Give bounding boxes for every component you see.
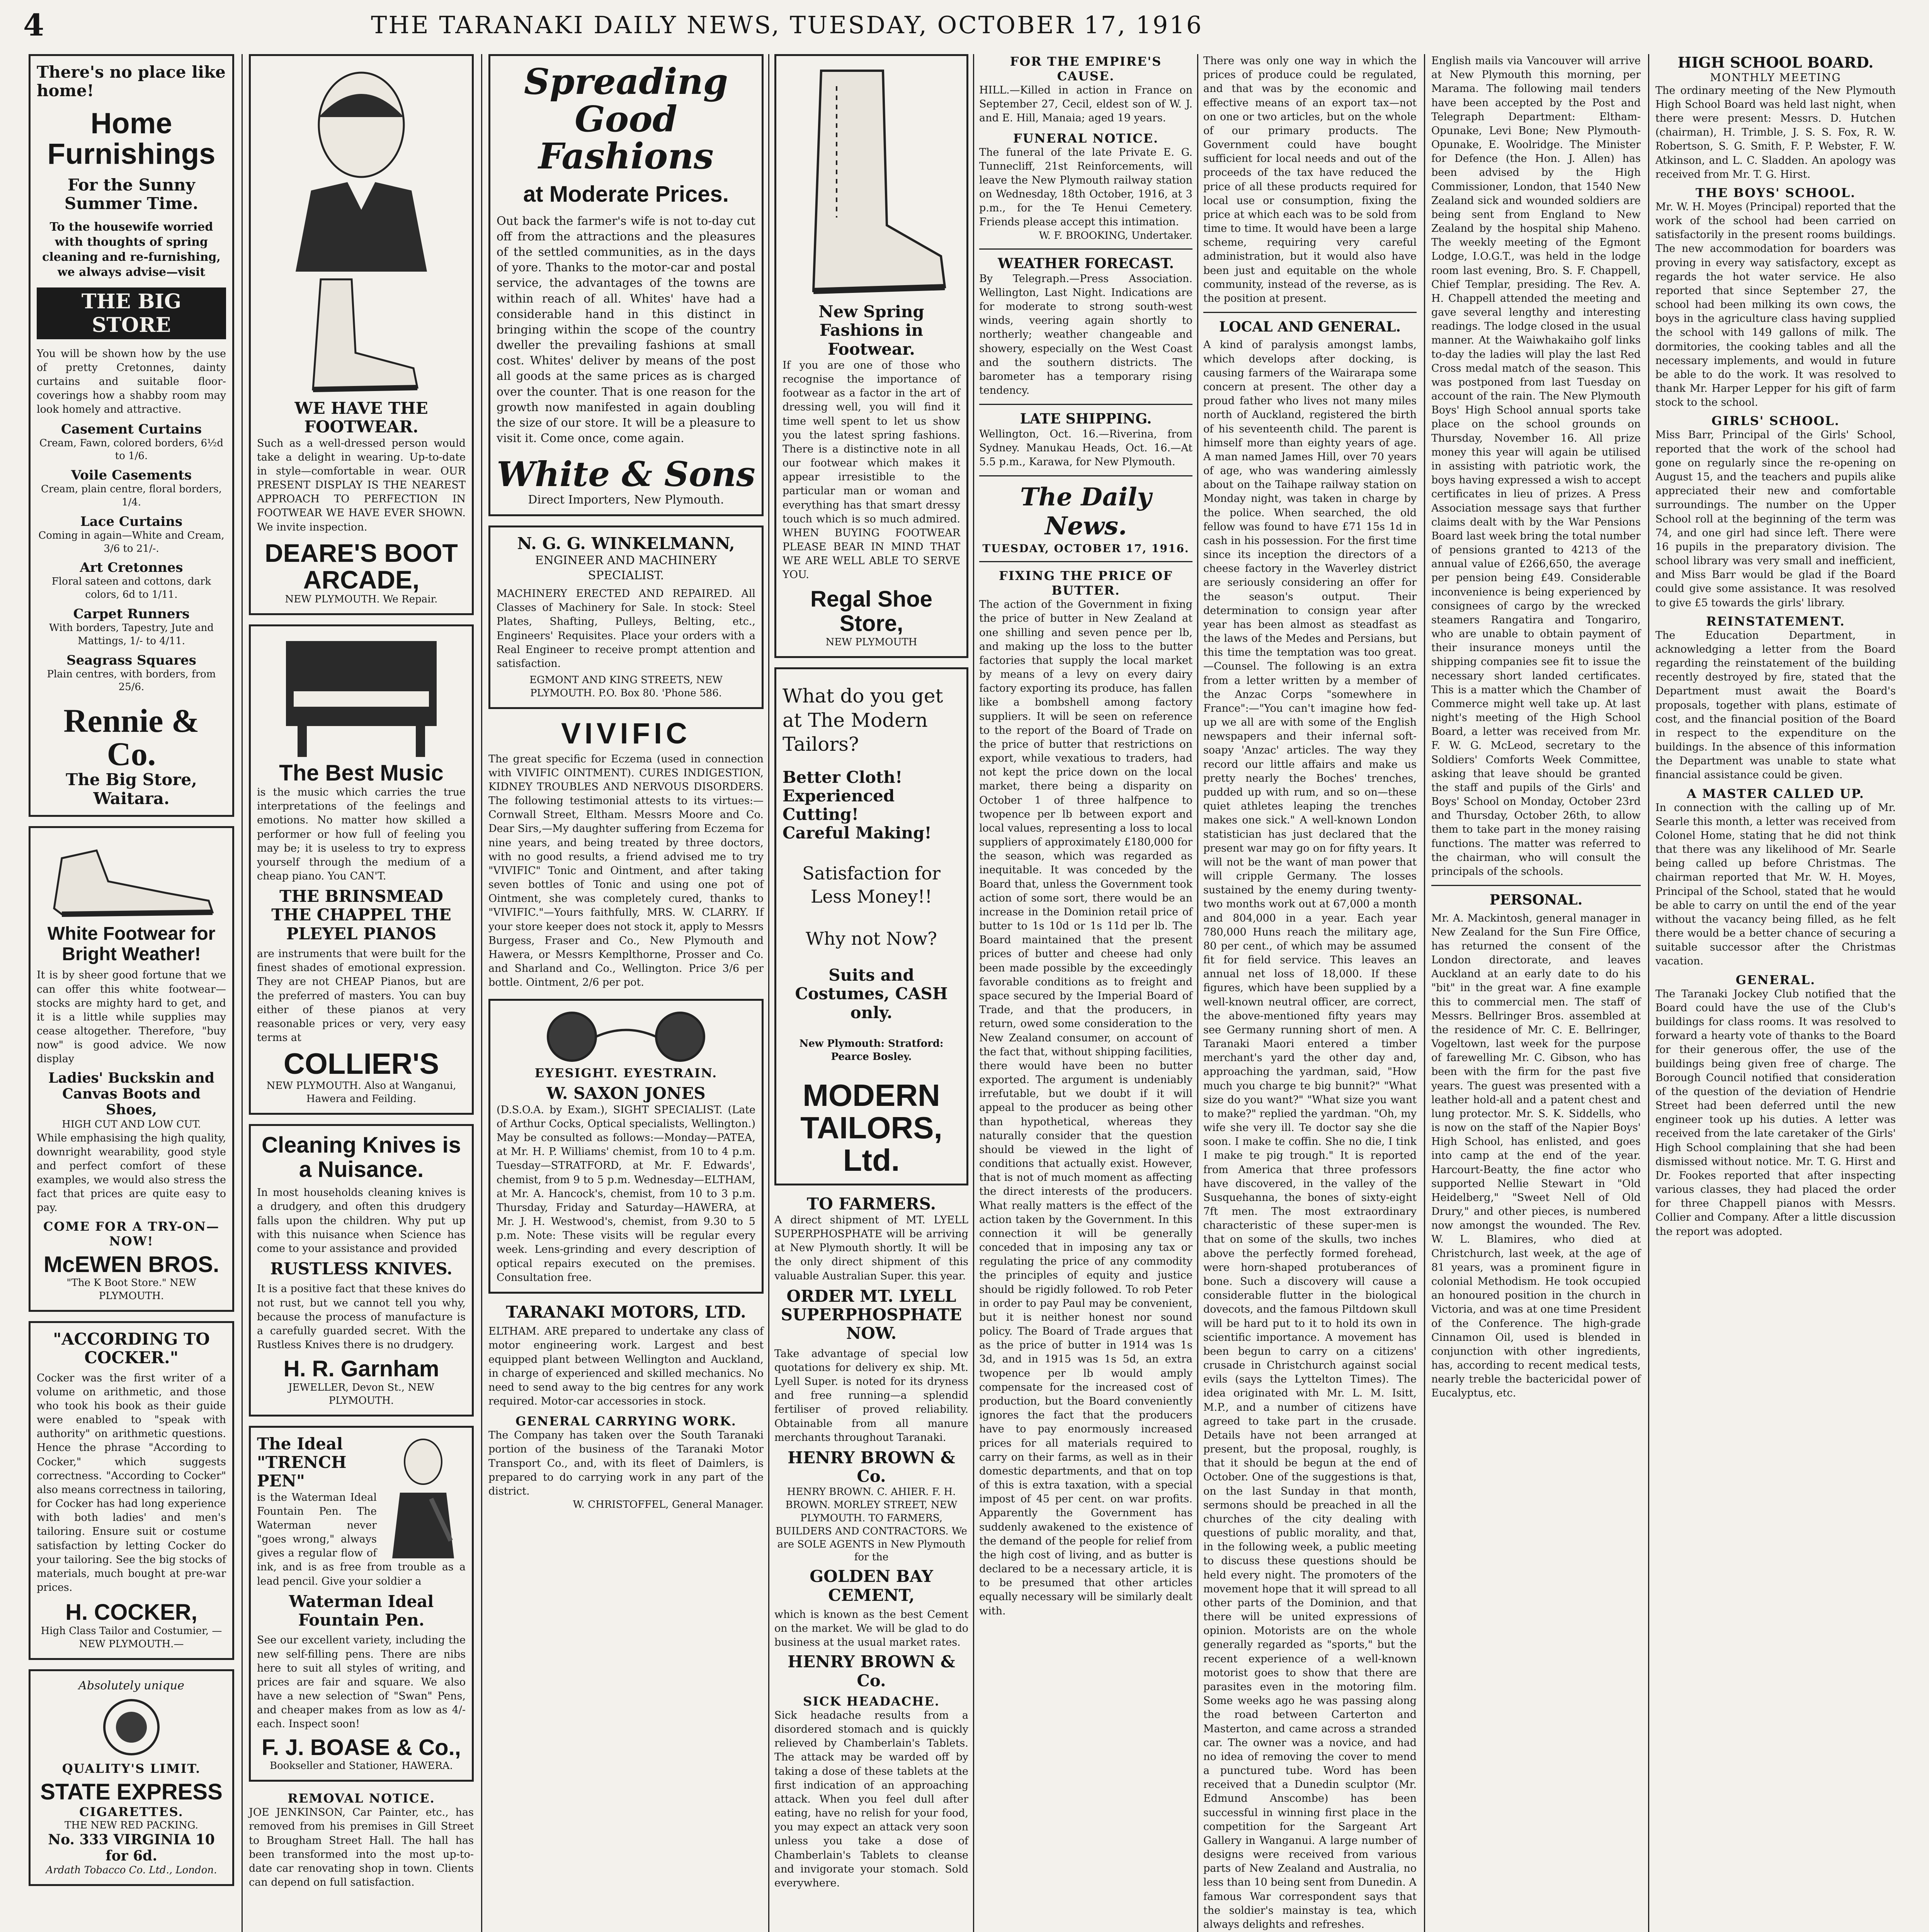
- ad-title: New Spring Fashions in Footwear.: [818, 302, 924, 359]
- ad-item-heading: SICK HEADACHE.: [803, 1694, 940, 1709]
- henry-brown-ad: [774, 1195, 968, 1891]
- ad-signature: W. CHRISTOFFEL, General Manager.: [573, 1499, 764, 1511]
- ad-item-heading: RUSTLESS KNIVES.: [270, 1259, 452, 1279]
- deare-ad: [249, 54, 474, 615]
- ad-subtitle: ENGINEER AND MACHINERY SPECIALIST.: [535, 554, 717, 583]
- ad-item-heading: Carpet Runners: [73, 606, 190, 622]
- ad-title: The Best Music: [279, 760, 444, 786]
- ad-item-heading: Art Cretonnes: [80, 560, 183, 576]
- ad-item-text: Floral sateen and cottons, dark colors, 6d to 1/11.: [51, 576, 211, 601]
- column-rule: [1648, 54, 1649, 1932]
- column-2: [243, 54, 479, 1932]
- section-heading: LOCAL AND GENERAL.: [1219, 319, 1401, 335]
- taranaki-motors-ad: [488, 1303, 764, 1512]
- ad-item-heading: Voile Casements: [71, 468, 192, 483]
- garnham-subtitle: JEWELLER, Devon St., NEW PLYMOUTH.: [288, 1382, 434, 1406]
- column-1: [23, 54, 240, 1932]
- cocker-subtitle: High Class Tailor and Costumier, —NEW PLYMOUTH.—: [41, 1625, 222, 1650]
- ad-title: The Ideal "TRENCH PEN": [257, 1434, 347, 1491]
- ad-title: N. G. G. WINKELMANN,: [517, 534, 735, 553]
- piano-illustration: [270, 633, 452, 761]
- collier-brand: COLLIER'S: [283, 1048, 439, 1081]
- ad-text: THE NEW RED PACKING.: [65, 1819, 198, 1831]
- ad-item-heading: Casement Curtains: [61, 421, 202, 437]
- boot-illustration: [298, 272, 425, 399]
- page-header: [23, 8, 1905, 43]
- notice-heading: FUNERAL NOTICE.: [1013, 131, 1159, 146]
- ad-title: TARANAKI MOTORS, LTD.: [506, 1302, 746, 1321]
- ad-text: (D.S.O.A. by Exam.), SIGHT SPECIALIST. (Late of Arthur Cocks, Optical specialists, Wellington.) May be consulted as follows:—Monday—PATEA, at Mr. H. P. Williams' chemist, from 10 to 4 p.m. Tuesday—STRATFORD, at Mr. F. Edwards', chemist, from 9 to 5 p.m. Wednesday—ELTHAM, at Mr. A. Hancock's, chemist, from 10 to 3 p.m. Thursday, Friday and Saturday—HAWERA, at Mr. J. H. Westwood's, chemist, from 9.30 to 5 p.m. Note: These visits will be regular every week. Lens-grinding and every description of optical repairs executed on the premises. Consultation free.: [497, 1104, 755, 1284]
- cocker-brand: H. COCKER,: [65, 1600, 197, 1625]
- section-heading: PERSONAL.: [1489, 892, 1583, 908]
- saxon-jones-ad: [488, 999, 764, 1294]
- ad-text: Such as a well-dressed person would take a delight in wearing. Up-to-date in style—comfortable in wear. OUR PRESENT DISPLAY IS THE NEAREST APPROACH TO PERFECTION IN FOOTWEAR WE HAVE EVER SHOWN. We invite inspection.: [257, 437, 466, 533]
- ad-text: Sick headache results from a disordered stomach and is quickly relieved by Chamberlain's Tablets. The attack may be warded off by taking a dose of these tablets at the first indication of an approaching attack. When you feel dull after eating, have no relish for your food, you may expect an attack very soon unless you take a dose of Chamberlain's Tablets to cleanse and invigorate your stomach. Sold everywhere.: [774, 1709, 968, 1889]
- ad-text: ELTHAM. ARE prepared to undertake any class of motor engineering work. Largest and best equipped plant between Wellington and Auckland, in charge of experienced and skilled mechanics. No need to send away to the big centres for any work required. Motor-car accessories in stock.: [488, 1325, 764, 1408]
- column-8: [1650, 54, 1901, 1932]
- modern-tailors-brand: MODERN TAILORS, Ltd.: [800, 1078, 942, 1177]
- notice-text: The funeral of the late Private E. G. Tunnecliff, 21st Reinforcements, will leave the New Plymouth railway station on Wednesday, 18th October, 1916, at 3 p.m., for the Te Henui Cemetery. Friends please accept this intimation.: [979, 146, 1192, 228]
- notice-heading: FOR THE EMPIRE'S CAUSE.: [1010, 54, 1162, 83]
- ad-text: which is known as the best Cement on the market. We will be glad to do business at the usual market rates.: [774, 1608, 968, 1649]
- man-illustration: [272, 63, 450, 272]
- ad-address: EGMONT AND KING STREETS, NEW PLYMOUTH. P.O. Box 80. 'Phone 586.: [529, 674, 723, 699]
- ad-text: It is by sheer good fortune that we can offer this white footwear—stocks are mighty hard to get, and it is a little while supplies may cease altogether. Therefore, "buy now" is good advice. We now display: [37, 969, 226, 1065]
- article-text: Mr. W. H. Moyes (Principal) reported that the work of the school had been carried on satisfactorily in the present rooms buildings. The new accommodation for boarders was proving in every way satisfactory, except as regards the hot water service. He also reported that since September 27, the school had been milking its own cows, the boys in the agriculture class having supplied the school with 149 gallons of milk. The dormitories, the cooking tables and all the necessary implements, and would in future be able to do the work. It was resolved to thank Mr. Harper Lepper for his gift of farm stock to the school.: [1655, 201, 1896, 409]
- modern-tailors-ad: [774, 667, 968, 1185]
- high-boot-illustration: [790, 63, 953, 303]
- shoe-illustration: [39, 835, 224, 924]
- section-subheading: GENERAL.: [1735, 972, 1816, 987]
- ad-item-text: Cream, Fawn, colored borders, 6½d to 1/6.: [39, 437, 224, 462]
- ad-title: W. SAXON JONES: [546, 1084, 706, 1103]
- deare-brand: DEARE'S BOOT ARCADE,: [265, 538, 458, 594]
- ad-title: VIVIFIC: [561, 717, 691, 750]
- article-text: The action of the Government in fixing the price of butter in New Zealand at one shilling and seven pence per lb, and making up the loss to the butter factories that supply the local market by means of a levy on every dairy factory exporting its produce, has fallen like a bombshell among factory suppliers. It will be seen on reference to the report of the Board of Trade on the price of butter that restrictions on export, while vexatious to traders, had not kept the price down on the local market, there being a disparity on October 1 of three halfpence to twopence per lb between export and local values, representing a loss to local suppliers of approximately £180,000 for the season, which was regarded as inequitable. It was conceded by the Board that, unless the Government took action of some sort, there would be an increase in the Dominion retail price of butter to 1s 10d or 1s 11d per lb. The Board maintained that the present prices of butter and cheese had only been made possible by the exceedingly favorable conditions as to freight and space secured by the Imperial Board of Trade, and that the producers, in return, owed some consideration to the New Zealand consumer, on account of the fact that, without shipping facilities, there would have been no butter exported. The argument is undeniably irrefutable, but we doubt if it will appeal to the producer as being other than hypothetical, whereas they naturally consider that the question should be viewed in the light of conditions that actually exist. However, that is not of much moment as affecting the direct interests of the producers. What really matters is the effect of the action taken by the Government. In this connection it will be generally conceded that in imposing any tax or regulating the price of any commodity the principles of equity and justice should be rigidly followed. To rob Peter in order to pay Paul may be convenient, but it is neither honest nor sound policy. The Board of Trade argues that as the price of butter in 1914 was 1s 3d, and in 1915 was 1s 5d, an extra twopence per lb would amply compensate for the increased cost of production, but the Board conveniently ignores the fact that the producers have to pay enormously increased prices for all materials required to carry on their farms, as well as in their domestic departments, and that on top of this is extra taxation, with a special impost of 45 per cent. on war profits. Apparently the Government has suddenly awakened to the existence of the demand of the people for relief from the high cost of living, and as butter is declared to be a necessary article, it is to be presumed that other articles equally necessary will be similarly dealt with.: [979, 599, 1192, 1617]
- ad-point: Better Cloth!: [782, 767, 903, 787]
- ad-tagline: There's no place like home!: [37, 63, 226, 100]
- column-7: [1426, 54, 1646, 1932]
- ad-item-text: With borders, Tapestry, Jute and Mattings, 1/- to 4/11.: [49, 622, 214, 647]
- newspaper-title: THE TARANAKI DAILY NEWS, TUESDAY, OCTOBER 17, 1916: [371, 11, 1203, 39]
- collier-piano-ad: [249, 624, 474, 1114]
- white-footwear-ad: [29, 826, 234, 1312]
- ad-price: No. 333 VIRGINIA 10 for 6d.: [48, 1832, 215, 1864]
- ad-call: COME FOR A TRY-ON—NOW!: [43, 1219, 220, 1248]
- ad-text: In most households cleaning knives is a drudgery, and often this drudgery falls upon the children. Why put up with this nuisance when Science has come to your assistance and provided: [257, 1187, 466, 1255]
- article-text: A kind of paralysis amongst lambs, which develops after docking, is causing farmers of the Wairarapa some concern at present. The other day a proud father who lives not many miles north of Auckland, registered the birth of his seventeenth child. The parent is himself more than eighty years of age. A man named James Hill, over 70 years of age, who was wandering aimlessly about on the Taihape railway station on Monday night, was taken in charge by the police. When searched, the old fellow was found to have £71 15s 1d in cash in his possession. For the first time since its inception the directors of a cheese factory in the Waverley district are seriously considering an offer for the season's output. Their determination to consign year after year has been almost as steadfast as the laws of the Medes and Persians, but this time the temptation was too great.—Counsel. The following is an extra from a letter written by a member of the Anzac Corps "somewhere in France":—"You can't imagine how fed-up we all are with some of the English newspapers and their infernal soft-soapy 'Anzac' articles. The way they record our little affairs and make us pretty nearly the Boches' trenches, pudded up with rum, and so on—these quiet athletes leaping the trenches makes one sick." A well-known London statistician has just declared that the present war may go on for fifty years. It will not be the want of man power that will cripple Germany. The losses sustained by the enemy during twenty-two months work out at 67,000 a month and 804,000 in a year. Each year 780,000 Huns reach the military age, 80 per cent., of which may be assumed fit for field service. This leaves an annual net loss of 18,000. If these figures, which have been supplied by a well-known neutral officer, are correct, the above-mentioned fifty years may see Germany running short of men. A Taranaki Maori entered a timber merchant's yard the other day and, approaching the yardman, said, "How much you charge te big bunnit?" "What size do you want?" "What size you want to make?" replied the yardman. "Oh, my wife she very ill. Te doctor say she die soon. I make te coffin. She no die, I tink I make te pig trough." It is reported from America that three professors have discovered, in the valley of the Susquehanna, the bones of sixty-eight 7ft men. The most extraordinary characteristic of these super-men is that on some of the skulls, two inches above the perfectly formed forehead, were horn-shaped protuberances of bone. Such a discovery will cause a considerable flutter in the biological dovecots, and the famous Piltdown skull will be hard put to it to hold its own in scientific importance. A movement has been begun to carry on a citizens' crusade in Christchurch against social evils (says the Lyttelton Times). The idea originated with Mr. L. M. Isitt, M.P., and a number of citizens have agreed to take part in the crusade. Details have not been arranged at present, but the proposal, roughly, is that it should be begun at the end of October. One of the suggestions is that, on the last Sunday in that month, sermons should be preached in all the churches of the city dealing with questions of public morality, and that, in the following week, a public meeting to discuss these questions should be held every night. The promoters of the movement hope that it will spread to all other parts of the Dominion, and that there will be united expressions of opinion. Motorists are on the whole generally regarded as "sports," but the recent experience of a well-known motorist goes to show that there are parasites even in the motoring film. Some weeks ago he was passing along the road between Carterton and Masterton, and came across a stranded car. The owner was a novice, and had no idea of removing the cover to mend a punctured tube. Word has been received that a Dunedin sculptor (Mr. Edmund Anscombe) has been successful in winning first place in the competition for the Sargeant Art Gallery in Wanganui. A large number of designs were received from various parts of New Zealand and Australia, no less than 10 being sent from Dunedin. A famous War correspondent says that the soldier's mainstay is tea, which always delights and refreshes.: [1203, 339, 1417, 1930]
- state-express-brand: STATE EXPRESS: [40, 1779, 223, 1804]
- section-subheading: A MASTER CALLED UP.: [1687, 786, 1864, 801]
- deare-subtitle: NEW PLYMOUTH. We Repair.: [285, 594, 438, 605]
- winkelmann-ad: [488, 526, 764, 709]
- garnham-ad: [249, 1124, 474, 1417]
- ad-tagline: Absolutely unique: [78, 1679, 184, 1692]
- mcewen-subtitle: "The K Boot Store." NEW PLYMOUTH.: [66, 1277, 196, 1302]
- ad-text: is the Waterman Ideal Fountain Pen. The Waterman never "goes wrong," always gives a regular flow of ink, and is as free from trouble as a lead pencil. Give your soldier a: [257, 1491, 466, 1587]
- notice-text: JOE JENKINSON, Car Painter, etc., has removed from his premises in Gill Street to Brougham Street Hall. The hall has been transformed into the most up-to-date car renovating shop in town. Clients can depend on full satisfaction.: [249, 1806, 474, 1889]
- section-subheading: THE BOYS' SCHOOL.: [1695, 185, 1856, 200]
- section-heading: WEATHER FORECAST.: [997, 255, 1174, 272]
- section-heading: HIGH SCHOOL BOARD.: [1677, 54, 1874, 71]
- ad-text: While emphasising the high quality, downright wearability, good style and perfect comfort of these examples, we would also stress the fact that prices are quite easy to pay.: [37, 1132, 226, 1214]
- section-heading: LATE SHIPPING.: [1020, 411, 1152, 427]
- ad-item-heading: Lace Curtains: [80, 514, 183, 529]
- ad-locations: New Plymouth: Stratford: Pearce Bosley.: [799, 1038, 944, 1063]
- ad-point: Careful Making!: [782, 823, 932, 843]
- mcewen-brand: McEWEN BROS.: [43, 1252, 219, 1277]
- ad-title: Home Furnishings: [47, 107, 216, 171]
- piano-brands: THE BRINSMEAD THE CHAPPEL THE PLEYEL PIANOS: [271, 887, 451, 943]
- ad-text: You will be shown how by the use of pretty Cretonnes, dainty curtains and suitable floor-coverings how a shabby room may look homely and attractive.: [37, 347, 226, 416]
- article-text: The Education Department, in acknowledging a letter from the Board regarding the reinstatement of the building recently destroyed by fire, stated that the Department must await the Board's proposals, together with plans, estimate of cost, and the financial position of the Board in respect to the expenditure on the buildings. In the absence of this information the Department was unable to state what financial assistance could be given.: [1655, 629, 1896, 781]
- ad-text: MACHINERY ERECTED AND REPAIRED. All Classes of Machinery for Sale. In stock: Steel Plates, Shafting, Pulleys, Belting, etc., Engineers' Requisites. Place your orders with a Real Engineer to receive prompt attention and satisfaction.: [497, 588, 755, 670]
- boase-subtitle: Bookseller and Stationer, HAWERA.: [270, 1760, 453, 1772]
- ad-item-text: Cream, plain centre, floral borders, 1/4.: [41, 483, 222, 509]
- ad-text: HENRY BROWN. C. AHIER. F. H. BROWN. MORLEY STREET, NEW PLYMOUTH. TO FARMERS, BUILDERS AND CONTRACTORS. We are SOLE AGENTS in New Plymouth for the: [776, 1486, 967, 1563]
- spectacles-illustration: [506, 1008, 746, 1066]
- article-text: English mails via Vancouver will arrive at New Plymouth this morning, per Marama. The following mail tenders have been accepted by the Post and Telegraph Department: Eltham-Opunake, Levi Bone; New Plymouth-Opunake, E. Woolridge. The Minister for Defence (the Hon. J. Allen) has been advised by the High Commissioner, London, that 1540 New Zealand sick and wounded soldiers are being sent from England to New Zealand by the hospital ship Maheno. The weekly meeting of the Egmont Lodge, I.O.G.T., was held in the lodge room last evening, Bro. S. F. Chappell, Chief Templar, presiding. The Rev. A. H. Chappell attended the meeting and gave several lengthy and interesting readings. The lodge closed in the usual manner. At the Waiwhakaiho golf links to-day the ladies will play the last Red Cross medal match of the season. This was postponed from last Tuesday on account of the rain. The New Plymouth Boys' High School annual sports take place on the school grounds on Thursday, November 16. All prize money this year will again be utilised in assisting with patriotic work, the boys having expressed a wish to accept certificates in lieu of prizes. A Press Association message says that further claims dealt with by the War Pensions Board last week bring the total number of pensions granted to 4213 of the annual value of £266,650, the average per pension being £49. Considerable inconvenience is being experienced by consignees of cargo by the wrecked steamers Rangatira and Tongariro, who are unable to obtain payment of their insurance moneys until the shipping companies see fit to issue the necessary short landed certificates. This is a matter which the Chamber of Commerce might well take up. At last night's meeting of the High School Board, a letter was received from Mr. F. W. G. McLeod, secretary to the Soldiers' Comforts Week Committee, asking that leave should be granted the staff and pupils of the Girls' and Boys' School on Monday, October 23rd and Thursday, October 26th, to allow them to take part in the money raising functions. The matter was referred to the chairman, who will consult the principals of the schools.: [1431, 55, 1641, 878]
- ad-item-heading: ORDER MT. LYELL SUPERPHOSPHATE NOW.: [781, 1286, 962, 1343]
- ad-text: See our excellent variety, including the new self-filling pens. There are nibs here to suit all styles of writing, and prices are fair and square. We also have a new selection of "Swan" Pens, and cheaper makes from as low as 4/- each. Inspect soon!: [257, 1634, 466, 1730]
- ad-item-text: Coming in again—White and Cream, 3/6 to 21/-.: [38, 529, 225, 554]
- big-store-banner: THE BIG STORE: [37, 287, 226, 339]
- henry-brown-brand: HENRY BROWN & Co.: [788, 1652, 955, 1690]
- article-text: In connection with the calling up of Mr. Searle this month, a letter was received from Colonel Home, stating that he did not think that there was any likelihood of Mr. Searle being called up before Christmas. The chairman reported that Mr. W. H. Moyes, Principal of the School, stated that he would be able to carry on until the end of the year without the vacancy being filled, as he felt there would be a better chance of securing a suitable successor after the Christmas vacation.: [1655, 801, 1896, 968]
- boase-pen-ad: [249, 1426, 474, 1782]
- column-5: [974, 54, 1198, 1932]
- henry-brown-brand: HENRY BROWN & Co.: [788, 1448, 955, 1486]
- garnham-brand: H. R. Garnham: [283, 1356, 439, 1382]
- rennie-brand: Rennie & Co.: [63, 702, 199, 773]
- ad-point: Satisfaction for Less Money!!: [802, 862, 941, 907]
- ad-item-text: Plain centres, with borders, from 25/6.: [47, 668, 216, 693]
- article-text: There was only one way in which the prices of produce could be regulated, and that was by the economic and effective means of an export tax—not on one or two articles, but on the whole of our primary products. The Government could have bought sufficient for local needs and out of the proceeds of the tax have reduced the price of all these products required for local use or consumption, fixing the price at which each was to be sold from time to time. It would have been a large scheme, requiring very careful administration, but it would also have been just and equitable on the whole community, instead of the reverse, as is the position at present.: [1203, 55, 1417, 304]
- ad-text: If you are one of those who recognise the importance of footwear as a factor in the art of dressing well, you will find it time well spent to let us show you the latest spring fashions. There is a distinctive note in all our footwear which makes it appear irresistible to the particular man or woman and everything has that smart dressy touch which is so much admired. WHEN BUYING FOOTWEAR PLEASE BEAR IN MIND THAT WE ARE WELL ABLE TO SERVE YOU.: [782, 359, 960, 581]
- ad-text: CIGARETTES.: [79, 1804, 184, 1819]
- ad-title: Cleaning Knives is a Nuisance.: [262, 1132, 461, 1182]
- ad-point: Suits and Costumes, CASH only.: [795, 966, 948, 1022]
- ad-text: Out back the farmer's wife is not to-day cut off from the attractions and the pleasures of the settled communities, as in the days of yore. Thanks to the motor-car and postal service, the advantages of the towns are within reach of all. Whites' have had a considerable hand in this distinct in bringing within the scope of the country dweller the prevailing fashions at small cost. Whites' deliver by means of the post all goods at the same prices as is charged over the counter. That is one reason for the growth now manifested in again doubling the size of our store. It will be a pleasure to visit it. Come once, come again.: [497, 214, 755, 446]
- ad-item-heading: Waterman Ideal Fountain Pen.: [289, 1592, 434, 1630]
- section-heading: FIXING THE PRICE OF BUTTER.: [999, 568, 1173, 598]
- ad-subtitle: QUALITY'S LIMIT.: [62, 1761, 201, 1776]
- soldier-illustration: [381, 1435, 466, 1558]
- ad-text: A direct shipment of MT. LYELL SUPERPHOSPHATE will be arriving at New Plymouth shortly. It will be the only direct shipment of this valuable Australian Super. this year.: [774, 1214, 968, 1282]
- ad-item-text: HIGH CUT AND LOW CUT.: [62, 1118, 201, 1130]
- section-subheading: GIRLS' SCHOOL.: [1711, 413, 1840, 429]
- seal-icon: [100, 1696, 162, 1758]
- column-rule: [1424, 54, 1425, 1932]
- cocker-ad: [29, 1321, 234, 1660]
- notice-signature: W. F. BROOKING, Undertaker.: [1039, 230, 1192, 242]
- column-rule: [481, 54, 482, 1932]
- section-subheading: MONTHLY MEETING: [1710, 71, 1841, 84]
- ad-text: The great specific for Eczema (used in connection with VIVIFIC OINTMENT). CURES INDIGESTION, KIDNEY TROUBLES AND NERVOUS DISORDERS. The following testimonial attests to its virtues:— Cornwall Street, Eltham. Messrs Moore and Co. Dear Sirs,—My daughter suffering from Eczema for nine years, and being treated by three doctors, with no good results, a friend advised me to try "VIVIFIC" Tonic and Ointment, and after taking seven bottles of Tonic and using one pot of Ointment, she was completely cured, thanks to "VIVIFIC."—Yours faithfully, MRS. W. CLARRY. If your store keeper does not stock it, apply to Messrs Burgess, Fraser and Co., New Plymouth and Hawera, or Messrs Kemplthorne, Prosser and Co. and Sharland and Co., Wellington. Price 3/6 per bottle. Ointment, 2/6 per pot.: [488, 753, 764, 989]
- regal-shoe-ad: [774, 54, 968, 658]
- article-text: The ordinary meeting of the New Plymouth High School Board was held last night, when there were present: Messrs. D. Hutchen (chairman), H. Trimble, J. S. S. Fox, R. W. Robertson, S. G. Smith, F. P. Webster, F. W. Atkinson, and L. C. Sladden. An apology was received from Mr. T. G. Hirst.: [1655, 84, 1896, 180]
- column-3: [483, 54, 769, 1932]
- ad-point: Experienced Cutting!: [782, 786, 895, 824]
- ad-text: is the music which carries the true interpretations of the feelings and emotions. No matter how skilled a performer or how full of feeling you may be; it is useless to try to express yourself through the medium of a cheap piano. You CAN'T.: [257, 786, 466, 883]
- masthead-date: TUESDAY, OCTOBER 17, 1916.: [982, 542, 1189, 555]
- column-4: [769, 54, 974, 1932]
- ad-item-heading: GOLDEN BAY CEMENT,: [810, 1567, 933, 1605]
- ad-item-heading: Ladies' Buckskin and Canvas Boots and Shoes,: [48, 1070, 214, 1118]
- ad-title: White Footwear for Bright Weather!: [47, 923, 216, 964]
- ad-text: Take advantage of special low quotations for delivery ex ship. Mt. Lyell Super. is noted for its dryness and free running—a splendid fertiliser of proved reliability. Obtainable from all manure merchants throughout Taranaki.: [774, 1347, 968, 1444]
- ad-text: The Company has taken over the South Taranaki portion of the business of the Taranaki Motor Transport Co., and, with its fleet of Daimlers, is prepared to do carrying work in any part of the district.: [488, 1429, 764, 1497]
- article-text: The Taranaki Jockey Club notified that the Board could have the use of the Club's buildings for class rooms. It was resolved to forward a hearty vote of thanks to the Board for their generous offer, the use of the buildings being given free of charge. The Borough Council notified that consideration of the question of the deviation of Hendrie Street had been deferred until the new engineer took up his duties. A letter was received from the late caretaker of the Girls' High School complaining that she had been dismissed without notice. Mr. T. G. Hirst and Dr. Fookes reported that after inspecting various classes, they had placed the order for three Chappell pianos with Messrs. Collier and Company. After a little discussion the report was adopted.: [1655, 988, 1896, 1238]
- ad-title: TO FARMERS.: [806, 1194, 936, 1213]
- ad-maker: Ardath Tobacco Co. Ltd., London.: [46, 1864, 217, 1876]
- ad-subtitle: For the Sunny Summer Time.: [64, 175, 199, 213]
- ad-point: Why not Now?: [806, 928, 937, 949]
- column-6: [1198, 54, 1422, 1932]
- collier-subtitle: NEW PLYMOUTH. Also at Wanganui, Hawera and Feilding.: [266, 1080, 456, 1105]
- ad-item-heading: GENERAL CARRYING WORK.: [515, 1414, 737, 1429]
- regal-brand: Regal Shoe Store,: [810, 586, 932, 636]
- notice-heading: REMOVAL NOTICE.: [287, 1791, 435, 1806]
- home-furnishings-ad: [29, 54, 234, 817]
- ad-text: Cocker was the first writer of a volume on arithmetic, and those who took his book as their guide were enabled to "speak with authority" on arithmetic questions. Hence the phrase "According to Cocker," which suggests correctness. "According to Cocker" also means correctness in tailoring, for Cocker has had long experience with both ladies' and men's tailoring. Ensure suit or costume satisfaction by letting Cocker do your tailoring. See the big stocks of materials, much bought at pre-war prices.: [37, 1372, 226, 1594]
- article-text: By Telegraph.—Press Association. Wellington, Last Night. Indications are for moderate to strong south-west winds, veering again shortly to northerly; weather changeable and showery, especially on the West Coast and the southern districts. The barometer has a temporary rising tendency.: [979, 272, 1192, 397]
- section-subheading: REINSTATEMENT.: [1706, 614, 1845, 629]
- removal-notice: [249, 1791, 474, 1889]
- vivific-ad: [488, 718, 764, 990]
- regal-subtitle: NEW PLYMOUTH: [825, 636, 917, 648]
- ad-text: are instruments that were built for the finest shades of emotional expression. They are not CHEAP Pianos, but are the preferred of masters. You can buy either of these pianos at very reasonable prices or very, very easy terms at: [257, 948, 466, 1044]
- masthead: The Daily News.: [1020, 483, 1152, 541]
- ad-text: It is a positive fact that these knives do not rust, but we cannot tell you why, because the process of manufacture is a carefully guarded secret. With the Rustless Knives there is no drudgery.: [257, 1283, 466, 1351]
- column-rule: [242, 54, 243, 1932]
- article-text: Mr. A. Mackintosh, general manager in New Zealand for the Sun Fire Office, has returned the consent of the London directorate, and leaves Auckland at an early date to do his "bit" in the great war. A fine example this to commercial men. The staff of Messrs. Bellringer Bros. assembled at the residence of Mr. C. E. Bellringer, Vogeltown, last week for the purpose of farewelling Mr. C. Gibson, who has been with the firm for the past five years. The guest was presented with a leather hold-all and a patent chest and lung protector. Mr. S. K. Siddells, who is now on the staff of the Napier Boys' High School, has enlisted, and goes into camp at the end of the year. Harcourt-Beatty, the fine actor who supported Nellie Stewart in "Old Heidelberg," "Sweet Nell of Old Drury," and other pieces, is numbered now amongst the wounded. The Rev. W. L. Blamires, who died at Christchurch, last week, at the age of 81 years, was a prominent figure in colonial Methodism. He took occupied an honoured position in the church in Victoria, and was at one time President of the Conference. The high-grade Cinnamon Oil, used is blended in conjunction with other ingredients, has, according to recent medical tests, nearly treble the bactericidal power of Eucalyptus, etc.: [1431, 912, 1641, 1400]
- ad-title: Spreading Good Fashions: [524, 61, 728, 177]
- ad-item-heading: Seagrass Squares: [66, 652, 196, 668]
- ad-subtitle: at Moderate Prices.: [523, 181, 729, 207]
- article-text: Wellington, Oct. 16.—Riverina, from Sydney. Manukau Heads, Oct. 16.—At 5.5 p.m., Karawa, for New Plymouth.: [979, 428, 1192, 468]
- state-express-ad: [29, 1669, 234, 1886]
- white-sons-subtitle: Direct Importers, New Plymouth.: [528, 493, 724, 507]
- ad-text: To the housewife worried with thoughts of spring cleaning and re-furnishing, we always advise—visit: [42, 220, 221, 279]
- article-text: Miss Barr, Principal of the Girls' School, reported that the work of the school had gone on regularly since the re-opening on August 15, and the teachers and pupils alike appreciated their new and comfortable surroundings. The number on the Upper School roll at the beginning of the term was 74, and one girl had since left. There were 16 pupils in the preparatory division. The school library was very small and inefficient, and Miss Barr would be glad if the Board could give some assistance. It was resolved to give £5 towards the girls' library.: [1655, 429, 1896, 609]
- ad-title: WE HAVE THE FOOTWEAR.: [294, 399, 428, 437]
- ad-question: What do you get at The Modern Tailors?: [782, 685, 943, 756]
- white-sons-brand: White & Sons: [497, 454, 755, 495]
- notice-text: HILL.—Killed in action in France on September 27, Cecil, eldest son of W. J. and E. Hill, Manaia; aged 19 years.: [979, 84, 1192, 124]
- white-sons-ad: [488, 54, 764, 516]
- rennie-subtitle: The Big Store, Waitara.: [66, 770, 197, 808]
- ad-subtitle: EYESIGHT. EYESTRAIN.: [534, 1066, 718, 1081]
- page-number: 4: [23, 8, 44, 43]
- ad-title: "ACCORDING TO COCKER.": [53, 1329, 210, 1367]
- boase-brand: F. J. BOASE & Co.,: [262, 1735, 461, 1760]
